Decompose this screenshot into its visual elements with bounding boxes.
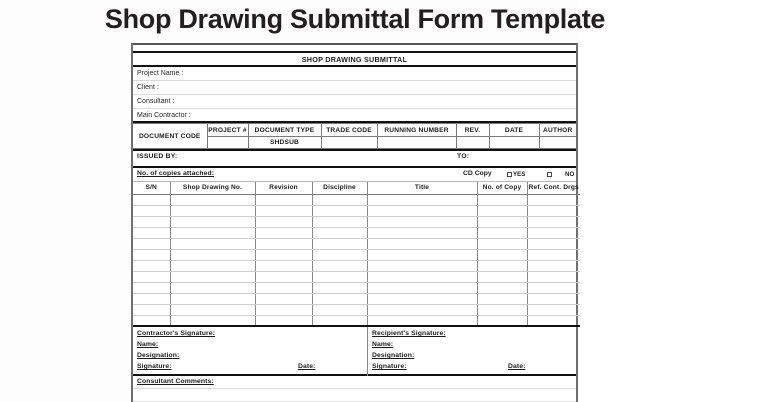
table-cell[interactable] [170,304,255,315]
table-cell[interactable] [255,271,312,282]
document-code-label: DOCUMENT CODE [133,124,207,149]
header-shop-drawing-no: Shop Drawing No. [170,182,255,194]
header-date: DATE [489,124,539,137]
table-cell[interactable] [527,260,580,271]
shop-drawing-submittal-form [131,43,578,402]
form-band-title: SHOP DRAWING SUBMITTAL [133,53,576,67]
table-cell[interactable] [477,271,527,282]
table-cell[interactable] [527,227,580,238]
value-date[interactable] [489,137,539,149]
table-cell[interactable] [527,271,580,282]
contractor-date-label[interactable]: Date: [298,363,316,370]
copies-cd-row [133,168,576,182]
table-row [133,260,580,271]
cd-copy-yes-label: YES [513,170,526,178]
table-cell[interactable] [527,282,580,293]
table-cell[interactable] [367,205,477,216]
table-cell[interactable] [133,216,170,227]
table-cell[interactable] [312,238,367,249]
table-cell[interactable] [133,293,170,304]
table-cell[interactable] [527,249,580,260]
table-cell[interactable] [477,249,527,260]
list-rows-body [133,194,580,326]
table-cell[interactable] [312,227,367,238]
table-cell[interactable] [133,194,170,205]
value-trade-code[interactable] [321,137,377,149]
table-row [133,249,580,260]
table-cell[interactable] [312,304,367,315]
contractor-name-label[interactable]: Name: [137,341,159,348]
table-cell[interactable] [255,194,312,205]
table-cell[interactable] [170,315,255,326]
table-cell[interactable] [477,282,527,293]
table-cell[interactable] [312,205,367,216]
header-no-of-copy: No. of Copy [477,182,527,194]
consultant-comments-blank-row[interactable] [133,389,576,402]
table-cell[interactable] [367,293,477,304]
contractor-designation-label[interactable]: Designation: [137,352,180,359]
header-project-number: PROJECT # [207,124,248,137]
table-cell[interactable] [133,249,170,260]
contractor-signature-label[interactable]: Signature: [137,363,172,370]
table-cell[interactable] [133,205,170,216]
header-running-number: RUNNING NUMBER [377,124,456,137]
recipient-signature-title: Recipient's Signature: [372,330,446,337]
table-cell[interactable] [255,304,312,315]
field-client[interactable]: Client : [133,81,576,95]
list-header-row [133,182,580,194]
table-row [133,216,580,227]
recipient-designation-label[interactable]: Designation: [372,352,415,359]
field-project-name[interactable]: Project Name : [133,67,576,81]
value-rev[interactable] [456,137,489,149]
table-row [133,194,580,205]
table-cell[interactable] [312,282,367,293]
header-rev: REV. [456,124,489,137]
table-cell[interactable] [133,227,170,238]
table-cell[interactable] [133,271,170,282]
table-cell[interactable] [170,194,255,205]
consultant-comments-row[interactable] [133,376,576,389]
table-cell[interactable] [255,238,312,249]
cd-copy-no-checkbox[interactable] [547,172,552,177]
table-cell[interactable] [170,293,255,304]
table-cell[interactable] [255,216,312,227]
value-running-number[interactable] [377,137,456,149]
table-cell[interactable] [170,227,255,238]
table-cell[interactable] [312,260,367,271]
table-cell[interactable] [477,260,527,271]
issued-by-label[interactable]: ISSUED BY: [137,153,178,160]
table-cell[interactable] [312,271,367,282]
table-cell[interactable] [527,205,580,216]
table-cell[interactable] [527,293,580,304]
consultant-comments-block [133,376,576,402]
field-main-contractor[interactable]: Main Contractor : [133,109,576,123]
table-row [133,315,580,326]
table-cell[interactable] [477,293,527,304]
table-row [133,227,580,238]
table-cell[interactable] [255,315,312,326]
form-top-strip [133,46,576,53]
table-cell[interactable] [170,260,255,271]
table-cell[interactable] [255,293,312,304]
table-cell[interactable] [170,282,255,293]
cd-copy-no-label: NO [565,170,575,178]
table-cell[interactable] [527,238,580,249]
header-revision: Revision [255,182,312,194]
recipient-name-label[interactable]: Name: [372,341,394,348]
table-cell[interactable] [367,282,477,293]
document-code-table-wrap [133,123,576,151]
table-cell[interactable] [527,216,580,227]
header-title: Title [367,182,477,194]
cd-copy-yes-checkbox[interactable] [507,172,512,177]
contractor-signature-title: Contractor's Signature: [137,330,215,337]
table-cell[interactable] [477,205,527,216]
table-cell[interactable] [312,293,367,304]
page-title: Shop Drawing Submittal Form Template [104,4,606,34]
table-row [133,238,580,249]
table-cell[interactable] [133,260,170,271]
table-cell[interactable] [367,216,477,227]
table-cell[interactable] [477,194,527,205]
table-cell[interactable] [255,260,312,271]
table-cell[interactable] [527,315,580,326]
to-label[interactable]: TO: [457,153,470,160]
table-cell[interactable] [367,315,477,326]
table-cell[interactable] [477,216,527,227]
table-cell[interactable] [312,216,367,227]
table-cell[interactable] [255,282,312,293]
table-cell[interactable] [170,205,255,216]
table-cell[interactable] [367,194,477,205]
recipient-date-label[interactable]: Date: [508,363,526,370]
table-cell[interactable] [477,227,527,238]
table-cell[interactable] [367,271,477,282]
table-cell[interactable] [312,249,367,260]
header-discipline: Discipline [312,182,367,194]
table-cell[interactable] [255,249,312,260]
table-cell[interactable] [367,227,477,238]
issued-to-row [133,151,576,168]
document-code-table [133,123,576,149]
table-cell[interactable] [170,216,255,227]
table-cell[interactable] [477,304,527,315]
header-ref-cont-drgs: Ref. Cont. Drgs [527,182,580,194]
table-cell[interactable] [255,227,312,238]
table-cell[interactable] [367,304,477,315]
table-cell[interactable] [477,315,527,326]
header-sn: S/N [133,182,170,194]
table-cell[interactable] [255,205,312,216]
field-consultant[interactable]: Consultant : [133,95,576,109]
table-cell[interactable] [133,304,170,315]
table-cell[interactable] [527,304,580,315]
table-cell[interactable] [170,249,255,260]
table-cell[interactable] [367,238,477,249]
table-row [133,293,580,304]
table-cell[interactable] [170,238,255,249]
signature-divider [367,327,368,376]
cd-copy-label: CD Copy [463,170,492,177]
table-row [133,271,580,282]
signature-block [133,327,576,376]
consultant-comments-label: Consultant Comments: [137,378,214,385]
table-row [133,282,580,293]
document-code-header-row [133,124,576,137]
table-cell[interactable] [312,315,367,326]
recipient-signature-label[interactable]: Signature: [372,363,407,370]
table-cell[interactable] [133,315,170,326]
table-cell[interactable] [527,194,580,205]
shop-drawing-list-table [133,182,580,327]
value-project-number[interactable] [207,137,248,149]
table-cell[interactable] [133,282,170,293]
table-cell[interactable] [367,260,477,271]
value-author[interactable] [539,137,576,149]
table-cell[interactable] [477,238,527,249]
table-cell[interactable] [170,271,255,282]
header-document-type: DOCUMENT TYPE [248,124,321,137]
table-row [133,304,580,315]
header-author: AUTHOR [539,124,576,137]
table-cell[interactable] [367,249,477,260]
table-row [133,205,580,216]
header-trade-code: TRADE CODE [321,124,377,137]
table-cell[interactable] [312,194,367,205]
copies-attached-label[interactable]: No. of copies attached: [137,170,215,177]
table-cell[interactable] [133,238,170,249]
value-document-type[interactable]: SHDSUB [248,137,321,149]
